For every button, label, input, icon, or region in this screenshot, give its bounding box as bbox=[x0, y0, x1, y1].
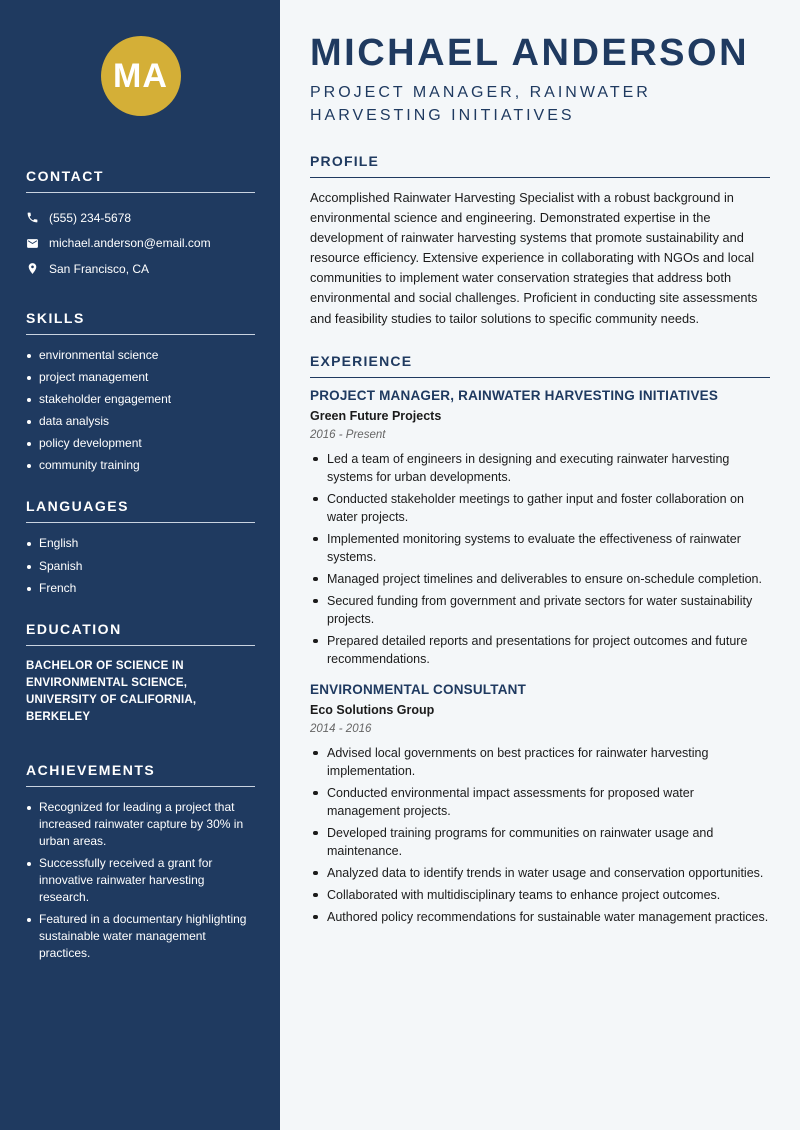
languages-section bbox=[26, 498, 255, 596]
contact-location-row bbox=[26, 256, 255, 282]
job-company: Green Future Projects bbox=[310, 408, 442, 423]
skills-section bbox=[26, 310, 255, 475]
contact-section bbox=[26, 168, 255, 282]
candidate-name: MICHAEL ANDERSON bbox=[310, 32, 750, 74]
contact-email-row bbox=[26, 231, 255, 257]
job-bullets bbox=[310, 450, 770, 668]
candidate-title-line1: PROJECT MANAGER, RAINWATER bbox=[310, 84, 651, 101]
languages-heading: LANGUAGES bbox=[26, 498, 255, 523]
contact-phone[interactable]: (555) 234-5678 bbox=[49, 210, 132, 225]
language-item: English bbox=[26, 535, 255, 552]
profile-text: Accomplished Rainwater Harvesting Specialist with a robust background in environmental science and engineering. Demonstrated expertise in the development of rainwater harvesting systems that promote sustainability and resource efficiency. Extensive experience in collaborating with NGOs and local communities to implement water conservation strategies that address both environmental and social challenges. Proficient in conducting site assessments and feasibility studies to tailor solutions to specific community needs. bbox=[310, 190, 758, 326]
languages-list bbox=[26, 535, 255, 596]
job-bullet: Authored policy recommendations for sustainable water management practices. bbox=[310, 908, 770, 926]
job-bullet: Analyzed data to identify trends in water usage and conservation opportunities. bbox=[310, 864, 770, 882]
job-bullet: Conducted environmental impact assessments for proposed water management projects. bbox=[310, 784, 770, 820]
skill-item: stakeholder engagement bbox=[26, 391, 255, 408]
job-bullet: Secured funding from government and private sectors for water sustainability projects. bbox=[310, 592, 770, 628]
main-content bbox=[280, 0, 800, 1130]
skill-item: project management bbox=[26, 369, 255, 386]
job-dates: 2014 - 2016 bbox=[310, 722, 372, 735]
location-pin-icon bbox=[26, 262, 39, 275]
experience-heading: EXPERIENCE bbox=[310, 353, 770, 378]
job-company: Eco Solutions Group bbox=[310, 702, 435, 717]
job-bullets bbox=[310, 744, 770, 926]
phone-icon bbox=[26, 211, 39, 224]
contact-location: San Francisco, CA bbox=[49, 261, 150, 276]
achievement-item: Featured in a documentary highlighting sustainable water management practices. bbox=[26, 911, 255, 962]
job-bullet: Prepared detailed reports and presentations for project outcomes and future recommendations. bbox=[310, 632, 770, 668]
job-bullet: Collaborated with multidisciplinary teams to enhance project outcomes. bbox=[310, 886, 770, 904]
education-section bbox=[26, 621, 255, 726]
achievement-item: Recognized for leading a project that increased rainwater capture by 30% in urban areas. bbox=[26, 799, 255, 850]
job-bullet: Developed training programs for communities on rainwater usage and maintenance. bbox=[310, 824, 770, 860]
avatar-initials: MA bbox=[101, 36, 181, 116]
education-degree: BACHELOR OF SCIENCE IN ENVIRONMENTAL SCIENCE, UNIVERSITY OF CALIFORNIA, BERKELEY bbox=[26, 659, 197, 723]
job-bullet: Advised local governments on best practices for rainwater harvesting implementation. bbox=[310, 744, 770, 780]
education-heading: EDUCATION bbox=[26, 621, 255, 646]
job-bullet: Conducted stakeholder meetings to gather input and foster collaboration on water projects. bbox=[310, 490, 770, 526]
job-bullet: Implemented monitoring systems to evaluate the effectiveness of rainwater systems. bbox=[310, 530, 770, 566]
experience-section bbox=[310, 353, 770, 926]
achievements-heading: ACHIEVEMENTS bbox=[26, 762, 255, 787]
candidate-title-line2: HARVESTING INITIATIVES bbox=[310, 107, 575, 124]
job-entry bbox=[310, 682, 770, 926]
profile-section bbox=[310, 153, 770, 329]
skill-item: environmental science bbox=[26, 347, 255, 364]
contact-phone-row bbox=[26, 205, 255, 231]
achievements-section bbox=[26, 762, 255, 962]
email-icon bbox=[26, 237, 39, 250]
language-item: Spanish bbox=[26, 558, 255, 575]
achievements-list bbox=[26, 799, 255, 962]
language-item: French bbox=[26, 580, 255, 597]
skill-item: data analysis bbox=[26, 413, 255, 430]
job-bullet: Managed project timelines and deliverables to ensure on-schedule completion. bbox=[310, 570, 770, 588]
profile-heading: PROFILE bbox=[310, 153, 770, 178]
skills-list bbox=[26, 347, 255, 475]
skill-item: community training bbox=[26, 457, 255, 474]
job-dates: 2016 - Present bbox=[310, 428, 386, 441]
job-entry bbox=[310, 388, 770, 668]
contact-email[interactable]: michael.anderson@email.com bbox=[49, 236, 211, 251]
job-title: ENVIRONMENTAL CONSULTANT bbox=[310, 681, 527, 697]
sidebar bbox=[0, 0, 280, 1130]
contact-heading: CONTACT bbox=[26, 168, 255, 193]
skills-heading: SKILLS bbox=[26, 310, 255, 335]
skill-item: policy development bbox=[26, 435, 255, 452]
candidate-title bbox=[310, 81, 770, 127]
job-bullet: Led a team of engineers in designing and executing rainwater harvesting systems for urban developments. bbox=[310, 450, 770, 486]
job-title: PROJECT MANAGER, RAINWATER HARVESTING INITIATIVES bbox=[310, 387, 719, 403]
achievement-item: Successfully received a grant for innovative rainwater harvesting research. bbox=[26, 855, 255, 906]
